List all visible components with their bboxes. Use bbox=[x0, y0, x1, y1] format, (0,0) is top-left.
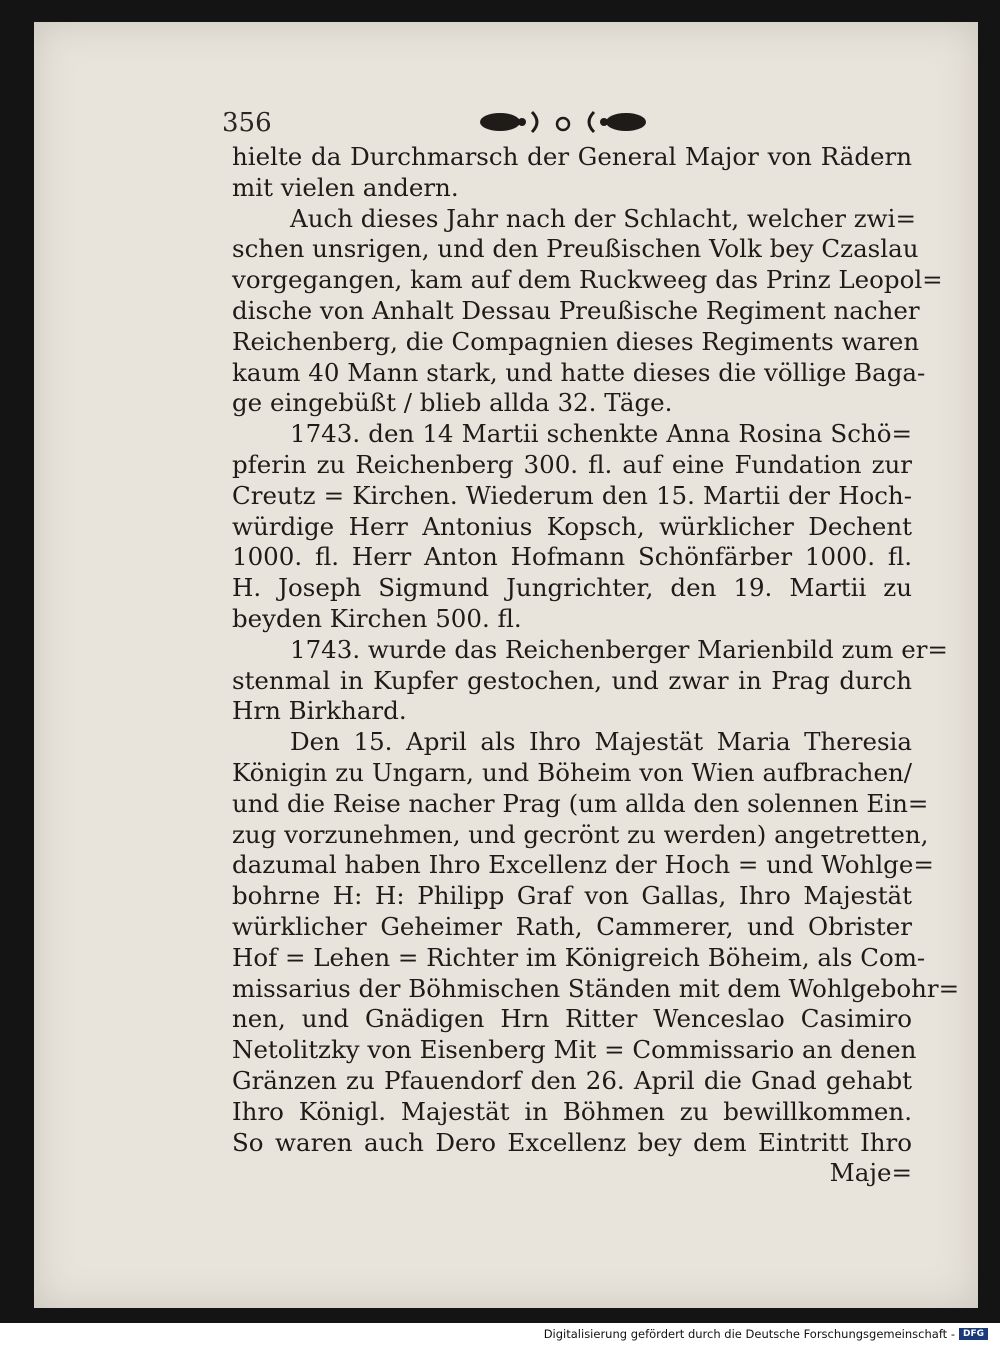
text-line: Hrn Birkhard. bbox=[232, 696, 407, 726]
page-number: 356 bbox=[222, 108, 272, 138]
text-line: vorgegangen, kam auf dem Ruckweeg das Prinz Leopol= bbox=[232, 265, 943, 295]
text-line: Hof = Lehen = Richter im Königreich Böheim, als Com- bbox=[232, 942, 926, 972]
text-line: Königin zu Ungarn, und Böheim von Wien aufbrachen/ bbox=[232, 757, 912, 787]
text-line: dazumal haben Ihro Excellenz der Hoch = und Wohlge= bbox=[232, 850, 934, 880]
text-line: Gränzen zu Pfauendorf den 26. April die Gnad gehabt bbox=[232, 1065, 912, 1095]
text-line: würdige Herr Antonius Kopsch, würklicher Dechent bbox=[232, 511, 912, 541]
text-line: beyden Kirchen 500. fl. bbox=[232, 603, 522, 633]
text-line: 1000. fl. Herr Anton Hofmann Schönfärber 1000. fl. bbox=[232, 542, 912, 572]
text-line: Auch dieses Jahr nach der Schlacht, welcher zwi= bbox=[290, 203, 916, 233]
footer-credit-text: Digitalisierung gefördert durch die Deutsche Forschungsgemeinschaft - bbox=[543, 1327, 955, 1341]
footer bbox=[544, 1327, 988, 1341]
text-line: bohrne H: H: Philipp Graf von Gallas, Ihro Majestät bbox=[232, 881, 912, 911]
ornament-icon bbox=[470, 104, 656, 140]
text-line: 1743. wurde das Reichenberger Marienbild zum er= bbox=[290, 634, 948, 664]
text-line: Den 15. April als Ihro Majestät Maria Theresia bbox=[290, 727, 912, 757]
text-line: Creutz = Kirchen. Wiederum den 15. Martii der Hoch- bbox=[232, 480, 912, 510]
dfg-logo-icon: DFG bbox=[959, 1328, 988, 1340]
text-line: und die Reise nacher Prag (um allda den solennen Ein= bbox=[232, 788, 929, 818]
text-line: zug vorzunehmen, und gecrönt zu werden) angetretten, bbox=[232, 819, 929, 849]
page-text-block bbox=[232, 142, 960, 1189]
text-line: dische von Anhalt Dessau Preußische Regiment nacher bbox=[232, 295, 920, 325]
text-line: pferin zu Reichenberg 300. fl. auf eine Fundation zur bbox=[232, 449, 912, 479]
text-line: Ihro Königl. Majestät in Böhmen zu bewillkommen. bbox=[232, 1096, 912, 1126]
text-line: So waren auch Dero Excellenz bey dem Eintritt Ihro bbox=[232, 1127, 912, 1157]
text-line: kaum 40 Mann stark, und hatte dieses die völlige Baga- bbox=[232, 357, 926, 387]
text-line: Maje= bbox=[829, 1158, 912, 1188]
text-line: H. Joseph Sigmund Jungrichter, den 19. Martii zu bbox=[232, 573, 912, 603]
text-line: stenmal in Kupfer gestochen, und zwar in Prag durch bbox=[232, 665, 912, 695]
text-line: Reichenberg, die Compagnien dieses Regiments waren bbox=[232, 326, 920, 356]
header-ornament bbox=[470, 104, 656, 140]
text-line: Netolitzky von Eisenberg Mit = Commissario an denen bbox=[232, 1035, 917, 1065]
text-line: hielte da Durchmarsch der General Major von Rädern bbox=[232, 142, 912, 171]
text-line: missarius der Böhmischen Ständen mit dem Wohlgebohr= bbox=[232, 973, 960, 1003]
text-line: nen, und Gnädigen Hrn Ritter Wenceslao Casimiro bbox=[232, 1004, 912, 1034]
text-line: würklicher Geheimer Rath, Cammerer, und Obrister bbox=[232, 911, 912, 941]
text-line: ge eingebüßt / blieb allda 32. Täge. bbox=[232, 388, 673, 418]
text-line: 1743. den 14 Martii schenkte Anna Rosina Schö= bbox=[290, 419, 912, 449]
text-line: mit vielen andern. bbox=[232, 172, 459, 202]
text-line: schen unsrigen, und den Preußischen Volk bey Czaslau bbox=[232, 234, 919, 264]
